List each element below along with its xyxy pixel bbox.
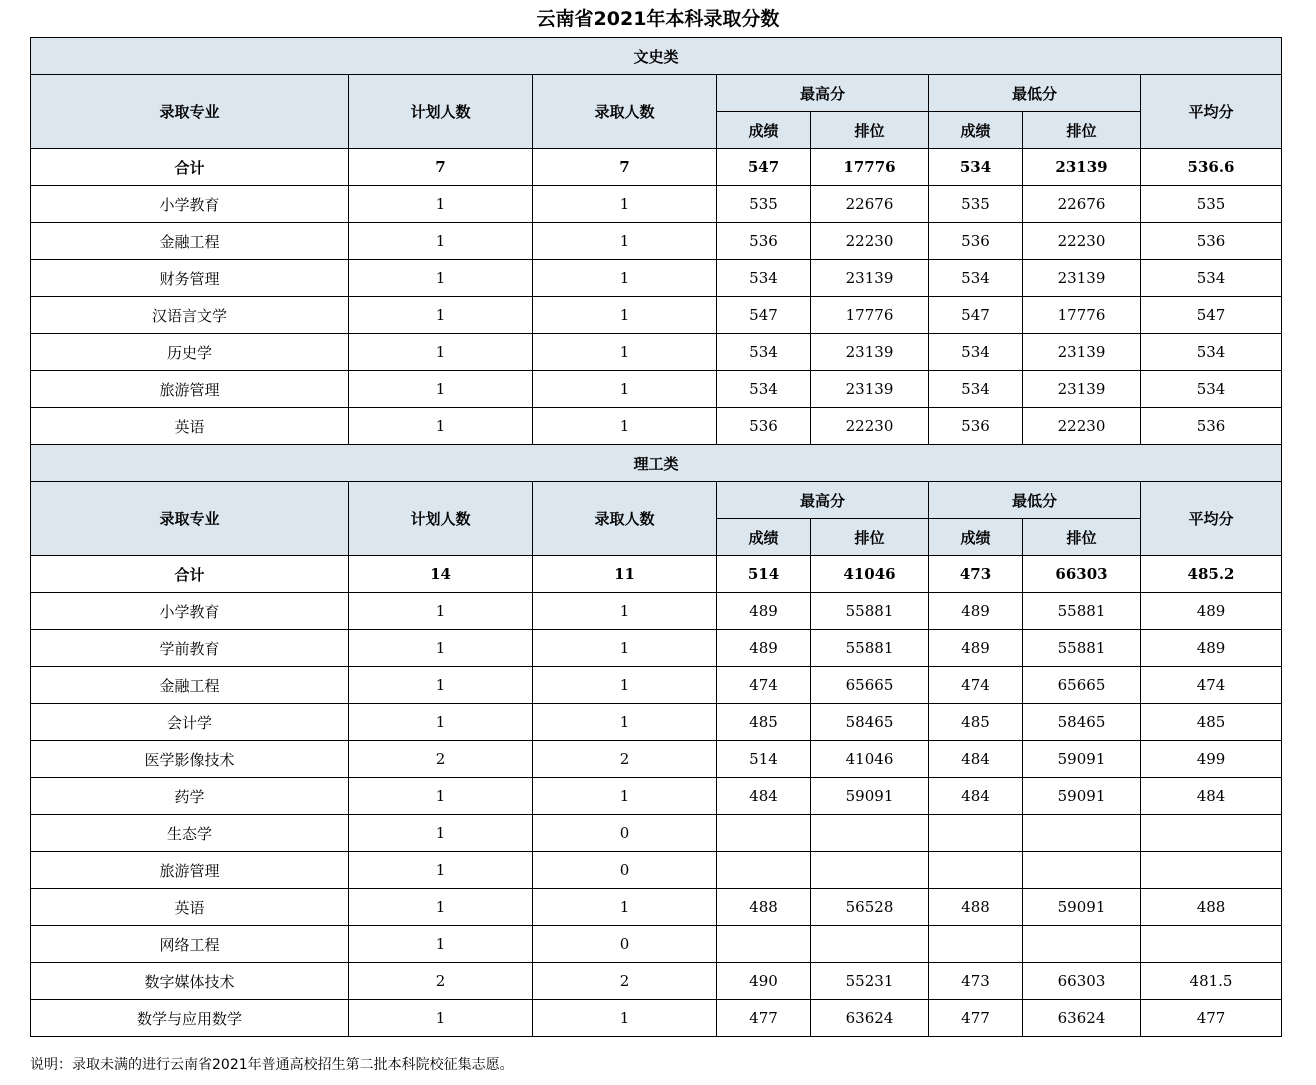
max-rank-cell: 55881 xyxy=(811,630,929,667)
table-row xyxy=(31,852,1282,889)
max-score-cell: 534 xyxy=(717,260,811,297)
admitted-cell: 1 xyxy=(533,667,717,704)
major-cell: 旅游管理 xyxy=(31,371,349,408)
planned-cell: 1 xyxy=(349,778,533,815)
min-rank-cell: 55881 xyxy=(1023,593,1141,630)
major-cell: 历史学 xyxy=(31,334,349,371)
header-min-rank: 排位 xyxy=(1023,519,1141,556)
avg-cell: 477 xyxy=(1141,1000,1282,1037)
min-score-cell: 534 xyxy=(929,371,1023,408)
header-average: 平均分 xyxy=(1141,482,1282,556)
column-header-row xyxy=(31,75,1282,112)
total-min-score: 473 xyxy=(929,556,1023,593)
section-title: 文史类 xyxy=(31,38,1282,75)
admitted-cell: 0 xyxy=(533,815,717,852)
min-rank-cell xyxy=(1023,815,1141,852)
planned-cell: 1 xyxy=(349,408,533,445)
major-cell: 药学 xyxy=(31,778,349,815)
planned-cell: 1 xyxy=(349,704,533,741)
max-score-cell: 514 xyxy=(717,741,811,778)
admitted-cell: 1 xyxy=(533,334,717,371)
total-max-score: 514 xyxy=(717,556,811,593)
min-rank-cell: 59091 xyxy=(1023,741,1141,778)
header-max-score: 成绩 xyxy=(717,519,811,556)
footnote: 说明：录取未满的进行云南省2021年普通高校招生第二批本科院校征集志愿。 xyxy=(30,1057,514,1073)
header-min-rank: 排位 xyxy=(1023,112,1141,149)
admitted-cell: 1 xyxy=(533,297,717,334)
table-row xyxy=(31,815,1282,852)
table-row xyxy=(31,630,1282,667)
max-score-cell: 489 xyxy=(717,630,811,667)
max-score-cell xyxy=(717,926,811,963)
max-score-cell: 535 xyxy=(717,186,811,223)
min-rank-cell: 22230 xyxy=(1023,223,1141,260)
min-score-cell: 484 xyxy=(929,741,1023,778)
avg-cell: 474 xyxy=(1141,667,1282,704)
max-rank-cell xyxy=(811,926,929,963)
avg-cell: 547 xyxy=(1141,297,1282,334)
header-average: 平均分 xyxy=(1141,75,1282,149)
table-row xyxy=(31,593,1282,630)
planned-cell: 1 xyxy=(349,371,533,408)
min-rank-cell: 59091 xyxy=(1023,889,1141,926)
table-row xyxy=(31,408,1282,445)
min-rank-cell: 23139 xyxy=(1023,334,1141,371)
major-cell: 金融工程 xyxy=(31,223,349,260)
total-row xyxy=(31,556,1282,593)
max-score-cell: 536 xyxy=(717,223,811,260)
total-max-rank: 17776 xyxy=(811,149,929,186)
max-rank-cell: 56528 xyxy=(811,889,929,926)
total-admitted: 7 xyxy=(533,149,717,186)
min-score-cell: 534 xyxy=(929,260,1023,297)
header-planned: 计划人数 xyxy=(349,75,533,149)
total-avg: 536.6 xyxy=(1141,149,1282,186)
admitted-cell: 1 xyxy=(533,408,717,445)
planned-cell: 1 xyxy=(349,1000,533,1037)
planned-cell: 1 xyxy=(349,593,533,630)
min-rank-cell: 55881 xyxy=(1023,630,1141,667)
major-cell: 汉语言文学 xyxy=(31,297,349,334)
min-score-cell: 535 xyxy=(929,186,1023,223)
table-row xyxy=(31,186,1282,223)
max-rank-cell: 63624 xyxy=(811,1000,929,1037)
admission-score-table xyxy=(30,37,1282,1037)
max-rank-cell: 23139 xyxy=(811,260,929,297)
table-row xyxy=(31,297,1282,334)
min-score-cell: 484 xyxy=(929,778,1023,815)
min-rank-cell: 65665 xyxy=(1023,667,1141,704)
min-score-cell: 547 xyxy=(929,297,1023,334)
header-lowest: 最低分 xyxy=(929,482,1141,519)
max-score-cell: 547 xyxy=(717,297,811,334)
header-max-score: 成绩 xyxy=(717,112,811,149)
planned-cell: 2 xyxy=(349,963,533,1000)
min-score-cell: 477 xyxy=(929,1000,1023,1037)
planned-cell: 1 xyxy=(349,630,533,667)
major-cell: 英语 xyxy=(31,889,349,926)
max-score-cell: 488 xyxy=(717,889,811,926)
table-row xyxy=(31,963,1282,1000)
header-max-rank: 排位 xyxy=(811,112,929,149)
admitted-cell: 1 xyxy=(533,260,717,297)
max-rank-cell: 22230 xyxy=(811,223,929,260)
max-score-cell: 534 xyxy=(717,334,811,371)
total-admitted: 11 xyxy=(533,556,717,593)
min-score-cell: 485 xyxy=(929,704,1023,741)
table-row xyxy=(31,371,1282,408)
avg-cell: 485 xyxy=(1141,704,1282,741)
table-row xyxy=(31,704,1282,741)
major-cell: 英语 xyxy=(31,408,349,445)
max-score-cell xyxy=(717,852,811,889)
planned-cell: 1 xyxy=(349,186,533,223)
min-score-cell: 489 xyxy=(929,593,1023,630)
min-score-cell: 536 xyxy=(929,408,1023,445)
total-avg: 485.2 xyxy=(1141,556,1282,593)
max-rank-cell xyxy=(811,815,929,852)
max-score-cell: 485 xyxy=(717,704,811,741)
min-rank-cell: 22676 xyxy=(1023,186,1141,223)
max-rank-cell xyxy=(811,852,929,889)
planned-cell: 1 xyxy=(349,926,533,963)
min-score-cell: 474 xyxy=(929,667,1023,704)
admitted-cell: 1 xyxy=(533,223,717,260)
header-min-score: 成绩 xyxy=(929,112,1023,149)
min-rank-cell: 63624 xyxy=(1023,1000,1141,1037)
min-score-cell: 488 xyxy=(929,889,1023,926)
max-rank-cell: 55881 xyxy=(811,593,929,630)
page-title: 云南省2021年本科录取分数 xyxy=(536,8,780,30)
avg-cell: 481.5 xyxy=(1141,963,1282,1000)
min-rank-cell: 66303 xyxy=(1023,963,1141,1000)
major-cell: 数字媒体技术 xyxy=(31,963,349,1000)
avg-cell: 488 xyxy=(1141,889,1282,926)
max-rank-cell: 22676 xyxy=(811,186,929,223)
avg-cell: 534 xyxy=(1141,371,1282,408)
header-lowest: 最低分 xyxy=(929,75,1141,112)
table-row xyxy=(31,741,1282,778)
max-rank-cell: 58465 xyxy=(811,704,929,741)
admitted-cell: 1 xyxy=(533,889,717,926)
total-label: 合计 xyxy=(31,556,349,593)
major-cell: 医学影像技术 xyxy=(31,741,349,778)
avg-cell: 499 xyxy=(1141,741,1282,778)
major-cell: 数学与应用数学 xyxy=(31,1000,349,1037)
avg-cell: 536 xyxy=(1141,408,1282,445)
header-max-rank: 排位 xyxy=(811,519,929,556)
header-planned: 计划人数 xyxy=(349,482,533,556)
avg-cell: 484 xyxy=(1141,778,1282,815)
max-score-cell: 474 xyxy=(717,667,811,704)
max-score-cell: 536 xyxy=(717,408,811,445)
min-rank-cell: 22230 xyxy=(1023,408,1141,445)
table-row xyxy=(31,926,1282,963)
admitted-cell: 0 xyxy=(533,852,717,889)
planned-cell: 1 xyxy=(349,260,533,297)
max-score-cell: 534 xyxy=(717,371,811,408)
max-score-cell xyxy=(717,815,811,852)
min-score-cell: 534 xyxy=(929,334,1023,371)
total-planned: 7 xyxy=(349,149,533,186)
planned-cell: 1 xyxy=(349,297,533,334)
total-max-rank: 41046 xyxy=(811,556,929,593)
avg-cell: 534 xyxy=(1141,260,1282,297)
max-rank-cell: 23139 xyxy=(811,371,929,408)
major-cell: 财务管理 xyxy=(31,260,349,297)
admitted-cell: 1 xyxy=(533,371,717,408)
total-min-score: 534 xyxy=(929,149,1023,186)
admitted-cell: 1 xyxy=(533,186,717,223)
max-score-cell: 484 xyxy=(717,778,811,815)
total-label: 合计 xyxy=(31,149,349,186)
major-cell: 旅游管理 xyxy=(31,852,349,889)
section-title: 理工类 xyxy=(31,445,1282,482)
admitted-cell: 1 xyxy=(533,630,717,667)
major-cell: 会计学 xyxy=(31,704,349,741)
header-major: 录取专业 xyxy=(31,75,349,149)
max-score-cell: 490 xyxy=(717,963,811,1000)
total-planned: 14 xyxy=(349,556,533,593)
min-rank-cell: 23139 xyxy=(1023,260,1141,297)
planned-cell: 1 xyxy=(349,889,533,926)
table-row xyxy=(31,1000,1282,1037)
min-rank-cell xyxy=(1023,852,1141,889)
avg-cell xyxy=(1141,852,1282,889)
max-rank-cell: 59091 xyxy=(811,778,929,815)
admitted-cell: 1 xyxy=(533,704,717,741)
section-header-row xyxy=(31,445,1282,482)
min-score-cell xyxy=(929,815,1023,852)
column-header-row xyxy=(31,482,1282,519)
max-score-cell: 489 xyxy=(717,593,811,630)
header-highest: 最高分 xyxy=(717,482,929,519)
max-rank-cell: 41046 xyxy=(811,741,929,778)
header-major: 录取专业 xyxy=(31,482,349,556)
planned-cell: 1 xyxy=(349,667,533,704)
max-rank-cell: 23139 xyxy=(811,334,929,371)
min-score-cell: 489 xyxy=(929,630,1023,667)
table-row xyxy=(31,778,1282,815)
min-score-cell: 536 xyxy=(929,223,1023,260)
avg-cell: 489 xyxy=(1141,630,1282,667)
planned-cell: 1 xyxy=(349,334,533,371)
min-score-cell xyxy=(929,926,1023,963)
admitted-cell: 2 xyxy=(533,963,717,1000)
header-highest: 最高分 xyxy=(717,75,929,112)
table-row xyxy=(31,223,1282,260)
admitted-cell: 0 xyxy=(533,926,717,963)
header-admitted: 录取人数 xyxy=(533,482,717,556)
planned-cell: 1 xyxy=(349,852,533,889)
planned-cell: 2 xyxy=(349,741,533,778)
min-score-cell: 473 xyxy=(929,963,1023,1000)
min-rank-cell: 17776 xyxy=(1023,297,1141,334)
total-max-score: 547 xyxy=(717,149,811,186)
header-admitted: 录取人数 xyxy=(533,75,717,149)
admitted-cell: 2 xyxy=(533,741,717,778)
admitted-cell: 1 xyxy=(533,1000,717,1037)
avg-cell: 534 xyxy=(1141,334,1282,371)
table-row xyxy=(31,334,1282,371)
table-row xyxy=(31,667,1282,704)
avg-cell: 536 xyxy=(1141,223,1282,260)
min-rank-cell xyxy=(1023,926,1141,963)
max-rank-cell: 55231 xyxy=(811,963,929,1000)
avg-cell: 489 xyxy=(1141,593,1282,630)
avg-cell xyxy=(1141,926,1282,963)
section-header-row xyxy=(31,38,1282,75)
avg-cell: 535 xyxy=(1141,186,1282,223)
max-rank-cell: 65665 xyxy=(811,667,929,704)
max-score-cell: 477 xyxy=(717,1000,811,1037)
avg-cell xyxy=(1141,815,1282,852)
total-row xyxy=(31,149,1282,186)
major-cell: 网络工程 xyxy=(31,926,349,963)
major-cell: 小学教育 xyxy=(31,186,349,223)
header-min-score: 成绩 xyxy=(929,519,1023,556)
min-rank-cell: 59091 xyxy=(1023,778,1141,815)
planned-cell: 1 xyxy=(349,815,533,852)
major-cell: 学前教育 xyxy=(31,630,349,667)
table-row xyxy=(31,889,1282,926)
major-cell: 金融工程 xyxy=(31,667,349,704)
table-row xyxy=(31,260,1282,297)
min-score-cell xyxy=(929,852,1023,889)
min-rank-cell: 23139 xyxy=(1023,371,1141,408)
major-cell: 小学教育 xyxy=(31,593,349,630)
admitted-cell: 1 xyxy=(533,593,717,630)
total-min-rank: 23139 xyxy=(1023,149,1141,186)
total-min-rank: 66303 xyxy=(1023,556,1141,593)
max-rank-cell: 17776 xyxy=(811,297,929,334)
min-rank-cell: 58465 xyxy=(1023,704,1141,741)
planned-cell: 1 xyxy=(349,223,533,260)
major-cell: 生态学 xyxy=(31,815,349,852)
max-rank-cell: 22230 xyxy=(811,408,929,445)
admitted-cell: 1 xyxy=(533,778,717,815)
